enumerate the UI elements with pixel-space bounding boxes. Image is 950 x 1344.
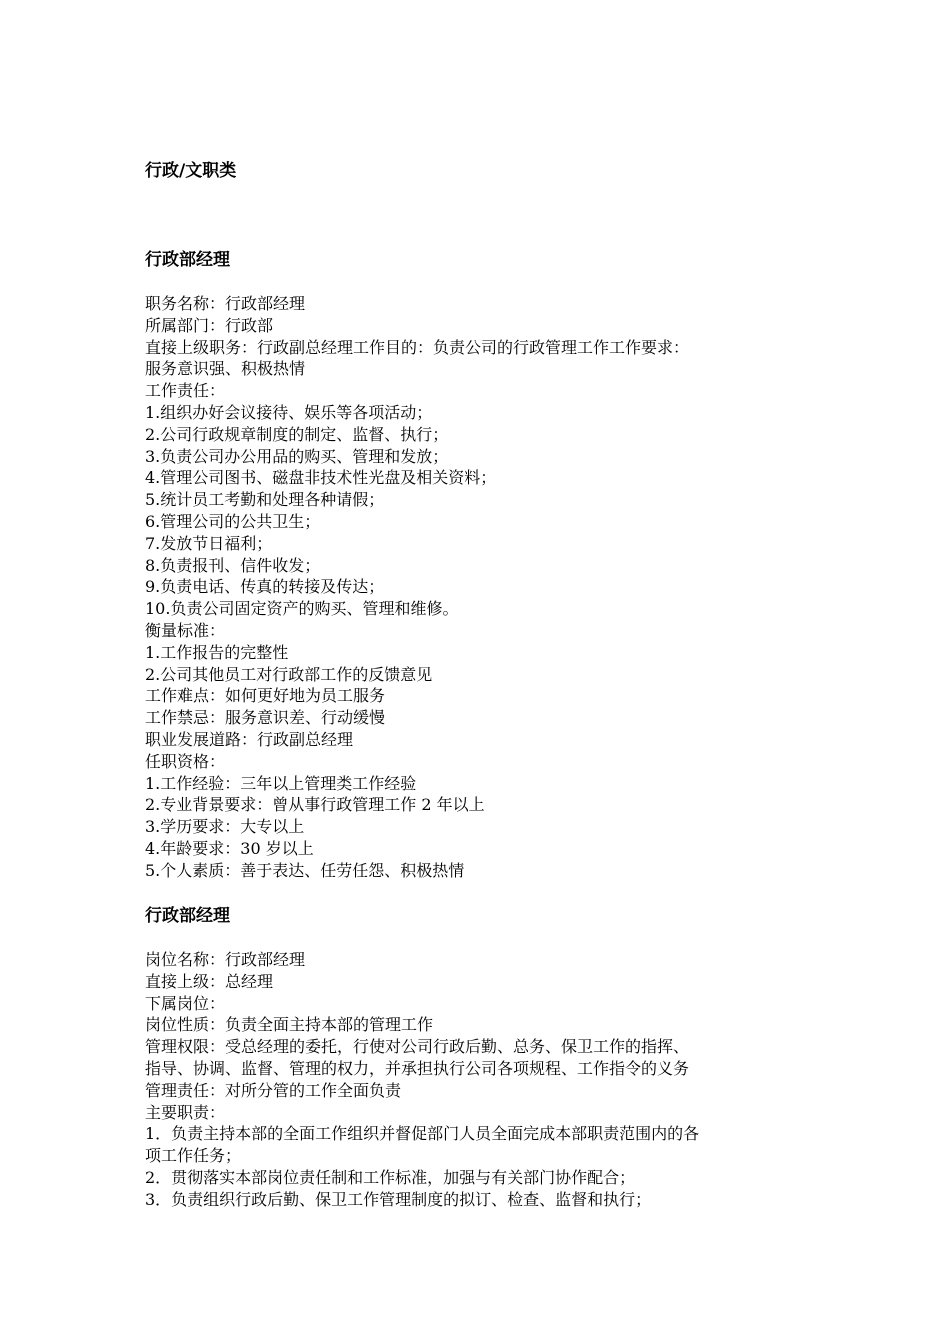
body-line: 1.工作报告的完整性	[145, 642, 289, 662]
body-line: 工作难点：如何更好地为员工服务	[145, 686, 386, 706]
body-line: 直接上级职务：行政副总经理工作目的：负责公司的行政管理工作工作要求：	[145, 337, 690, 357]
body-line: 职务名称：行政部经理	[145, 294, 306, 313]
section-body	[145, 293, 825, 882]
body-line: 2．贯彻落实本部岗位责任制和工作标准，加强与有关部门协作配合；	[145, 1167, 636, 1187]
body-line: 职业发展道路：行政副总经理	[145, 729, 354, 749]
body-line: 10.负责公司固定资产的购买、管理和维修。	[145, 599, 459, 619]
job-section-1	[145, 249, 825, 882]
body-line: 3．负责组织行政后勤、保卫工作管理制度的拟订、检查、监督和执行；	[145, 1189, 652, 1209]
body-line: 岗位性质：负责全面主持本部的管理工作	[145, 1015, 434, 1035]
job-section-2	[145, 905, 825, 1211]
section-title: 行政部经理	[145, 906, 230, 926]
section-body	[145, 949, 825, 1211]
body-line: 3.学历要求：大专以上	[145, 817, 305, 837]
body-line: 主要职责：	[145, 1102, 226, 1122]
body-line: 服务意识强、积极热情	[145, 359, 306, 379]
body-line: 岗位名称：行政部经理	[145, 950, 306, 969]
body-line: 工作禁忌：服务意识差、行动缓慢	[145, 708, 386, 728]
body-line: 2.专业背景要求：曾从事行政管理工作 2 年以上	[145, 795, 485, 815]
body-line: 2.公司其他员工对行政部工作的反馈意见	[145, 664, 433, 684]
body-line: 指导、协调、监督、管理的权力，并承担执行公司各项规程、工作指令的义务	[145, 1058, 690, 1078]
section-title: 行政部经理	[145, 250, 230, 270]
body-line: 1.工作经验：三年以上管理类工作经验	[145, 773, 417, 793]
body-line: 直接上级：总经理	[145, 971, 274, 991]
body-line: 1．负责主持本部的全面工作组织并督促部门人员全面完成本部职责范围内的各	[145, 1124, 700, 1144]
body-line: 衡量标准：	[145, 620, 226, 640]
body-line: 任职资格：	[145, 751, 226, 771]
body-line: 3.负责公司办公用品的购买、管理和发放；	[145, 446, 449, 466]
body-line: 6.管理公司的公共卫生；	[145, 511, 321, 531]
body-line: 所属部门：行政部	[145, 315, 274, 335]
category-title: 行政/文职类	[145, 161, 237, 181]
body-line: 1.组织办好会议接待、娱乐等各项活动；	[145, 402, 433, 422]
body-line: 管理权限：受总经理的委托，行使对公司行政后勤、总务、保卫工作的指挥、	[145, 1037, 690, 1057]
body-line: 8.负责报刊、信件收发；	[145, 555, 321, 575]
body-line: 4.年龄要求：30 岁以上	[145, 838, 314, 858]
body-line: 7.发放节日福利；	[145, 533, 273, 553]
body-line: 9.负责电话、传真的转接及传达；	[145, 577, 385, 597]
body-line: 5.统计员工考勤和处理各种请假；	[145, 490, 385, 510]
body-line: 5.个人素质：善于表达、任劳任怨、积极热情	[145, 860, 465, 880]
body-line: 2.公司行政规章制度的制定、监督、执行；	[145, 424, 449, 444]
body-line: 管理责任：对所分管的工作全面负责	[145, 1080, 402, 1100]
body-line: 项工作任务；	[145, 1146, 242, 1166]
body-line: 4.管理公司图书、磁盘非技术性光盘及相关资料；	[145, 468, 497, 488]
body-line: 下属岗位：	[145, 993, 226, 1013]
body-line: 工作责任：	[145, 381, 226, 401]
